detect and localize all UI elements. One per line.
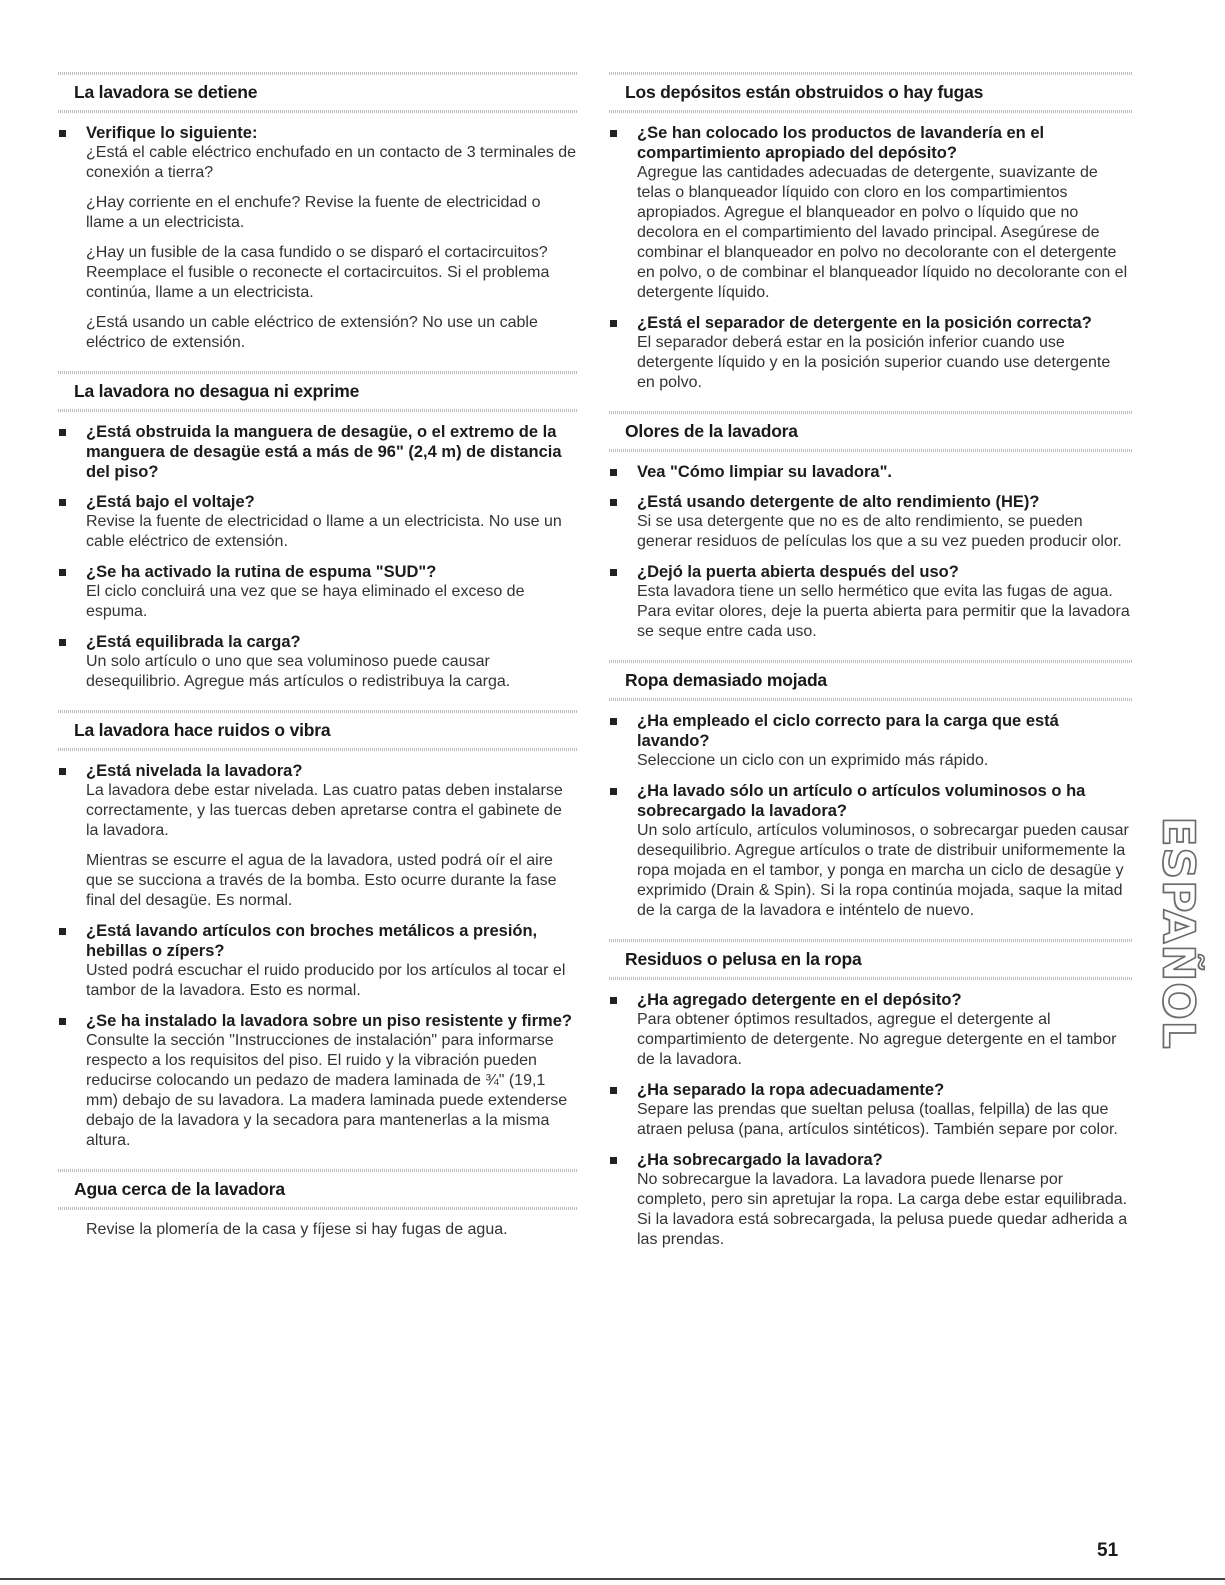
- item-text: Separe las prendas que sueltan pelusa (toallas, felpilla) de las que atraen pelusa (pana, artículos sintéticos). También separe por color.: [637, 1101, 1118, 1138]
- item-question: ¿Está el separador de detergente en la posición correcta?: [637, 314, 1092, 332]
- item-question: ¿Está obstruida la manguera de desagüe, o el extremo de la manguera de desagüe está a más de 96" (2,4 m) de distancia del piso?: [86, 423, 562, 481]
- item-text: Revise la fuente de electricidad o llame a un electricista. No use un cable eléctrico de extensión.: [86, 513, 562, 550]
- language-side-tab: [1150, 808, 1206, 1058]
- item-question: ¿Ha separado la ropa adecuadamente?: [637, 1081, 945, 1099]
- bullet-icon: [59, 499, 66, 506]
- item-text: El ciclo concluirá una vez que se haya eliminado el exceso de espuma.: [86, 583, 525, 620]
- item-question: ¿Se ha activado la rutina de espuma "SUD"?: [86, 563, 437, 581]
- troubleshoot-item: [609, 990, 1132, 1070]
- item-question: ¿Dejó la puerta abierta después del uso?: [637, 563, 959, 581]
- section: [609, 939, 1132, 1250]
- item-text: Consulte la sección "Instrucciones de instalación" para informarse respecto a los requisitos del piso. El ruido y la vibración pueden reducirse colocando un pedazo de madera laminada de ¾" (19,1 mm) debajo de su lavadora. La madera laminada puede extenderse debajo de la lavadora y la secadora para mantenerlas a la misma altura.: [86, 1032, 568, 1149]
- section-title: Los depósitos están obstruidos o hay fugas: [609, 72, 1132, 113]
- section: [58, 1169, 578, 1240]
- troubleshoot-item: [609, 1150, 1132, 1250]
- item-question: ¿Está lavando artículos con broches metálicos a presión, hebillas o zípers?: [86, 922, 538, 960]
- troubleshoot-item: [609, 1080, 1132, 1140]
- bullet-icon: [610, 130, 617, 137]
- troubleshoot-item: [609, 562, 1132, 642]
- section: [58, 710, 578, 1151]
- item-question: Vea "Cómo limpiar su lavadora".: [637, 463, 892, 481]
- bullet-icon: [610, 499, 617, 506]
- item-list: [609, 123, 1132, 393]
- troubleshoot-item: [609, 492, 1132, 552]
- item-question: Verifique lo siguiente:: [86, 124, 258, 142]
- bullet-icon: [59, 130, 66, 137]
- item-question: ¿Se ha instalado la lavadora sobre un piso resistente y firme?: [86, 1012, 572, 1030]
- troubleshoot-item: [58, 492, 578, 552]
- bullet-icon: [610, 469, 617, 476]
- troubleshoot-item: [58, 632, 578, 692]
- section-title: La lavadora no desagua ni exprime: [58, 371, 578, 412]
- troubleshoot-item: [58, 1011, 578, 1151]
- bullet-icon: [59, 429, 66, 436]
- troubleshoot-item: [58, 123, 578, 353]
- troubleshoot-item: [609, 462, 1132, 482]
- section: [58, 72, 578, 353]
- bullet-icon: [610, 320, 617, 327]
- troubleshoot-item: [609, 711, 1132, 771]
- item-text: No sobrecargue la lavadora. La lavadora puede llenarse por completo, pero sin apretujar la ropa. La carga debe estar equilibrada. Si la lavadora está sobrecargada, la pelusa puede quedar adherida a las prendas.: [637, 1171, 1128, 1248]
- troubleshoot-item: [58, 422, 578, 482]
- item-text: ¿Hay corriente en el enchufe? Revise la fuente de electricidad o llame a un electricista.: [86, 194, 541, 231]
- bullet-icon: [610, 788, 617, 795]
- item-text: Esta lavadora tiene un sello hermético que evita las fugas de agua. Para evitar olores, deje la puerta abierta para permitir que la lavadora se seque entre cada uso.: [637, 583, 1130, 640]
- item-text: Seleccione un ciclo con un exprimido más rápido.: [637, 752, 989, 769]
- bullet-icon: [59, 1018, 66, 1025]
- section: [609, 72, 1132, 393]
- item-question: ¿Ha lavado sólo un artículo o artículos voluminosos o ha sobrecargado la lavadora?: [637, 782, 1086, 820]
- item-question: ¿Está usando detergente de alto rendimiento (HE)?: [637, 493, 1040, 511]
- item-question: ¿Ha empleado el ciclo correcto para la carga que está lavando?: [637, 712, 1059, 750]
- right-column: [609, 72, 1132, 1268]
- section: [609, 660, 1132, 921]
- item-text: ¿Hay un fusible de la casa fundido o se disparó el cortacircuitos? Reemplace el fusible o reconecte el cortacircuitos. Si el problema continúa, llame a un electricista.: [86, 244, 550, 301]
- section-title: Ropa demasiado mojada: [609, 660, 1132, 701]
- bullet-icon: [610, 569, 617, 576]
- troubleshoot-item: [58, 921, 578, 1001]
- bullet-icon: [610, 1157, 617, 1164]
- troubleshoot-item: [58, 562, 578, 622]
- left-column: [58, 72, 578, 1258]
- troubleshoot-item: [609, 781, 1132, 921]
- item-list: [58, 761, 578, 1151]
- troubleshoot-item: [58, 761, 578, 911]
- item-list: [609, 711, 1132, 921]
- item-text: El separador deberá estar en la posición inferior cuando use detergente líquido y en la posición superior cuando use detergente en polvo.: [637, 334, 1111, 391]
- bullet-icon: [610, 1087, 617, 1094]
- item-list: [58, 422, 578, 692]
- section: [609, 411, 1132, 642]
- bottom-rule: [0, 1578, 1225, 1580]
- bullet-icon: [610, 718, 617, 725]
- item-question: ¿Ha sobrecargado la lavadora?: [637, 1151, 883, 1169]
- section-title: Residuos o pelusa en la ropa: [609, 939, 1132, 980]
- item-question: ¿Está bajo el voltaje?: [86, 493, 255, 511]
- item-text: Si se usa detergente que no es de alto rendimiento, se pueden generar residuos de películas los que a su vez pueden producir olor.: [637, 513, 1122, 550]
- bullet-icon: [59, 569, 66, 576]
- language-tab-label: ESPAÑOL: [1152, 816, 1204, 1050]
- section-title: Olores de la lavadora: [609, 411, 1132, 452]
- item-text: La lavadora debe estar nivelada. Las cuatro patas deben instalarse correctamente, y las tuercas deben apretarse contra el gabinete de la lavadora.: [86, 782, 563, 839]
- bullet-icon: [59, 639, 66, 646]
- section-text: Revise la plomería de la casa y fíjese si hay fugas de agua.: [86, 1221, 508, 1238]
- item-question: ¿Está equilibrada la carga?: [86, 633, 301, 651]
- troubleshoot-item: [609, 313, 1132, 393]
- item-list: [609, 990, 1132, 1250]
- bullet-icon: [59, 768, 66, 775]
- item-question: ¿Se han colocado los productos de lavandería en el compartimiento apropiado del depósito?: [637, 124, 1045, 162]
- item-text: Un solo artículo o uno que sea voluminoso puede causar desequilibrio. Agregue más artículos o redistribuya la carga.: [86, 653, 511, 690]
- troubleshoot-item: [609, 123, 1132, 303]
- section-title: La lavadora hace ruidos o vibra: [58, 710, 578, 751]
- item-list: [58, 1220, 578, 1240]
- item-list: [609, 462, 1132, 642]
- item-question: ¿Ha agregado detergente en el depósito?: [637, 991, 962, 1009]
- item-text: Agregue las cantidades adecuadas de detergente, suavizante de telas o blanqueador líquido con cloro en los compartimientos apropiados. Agregue el blanqueador en polvo o líquido que no decolora en el compartimiento del lavado principal. Asegúrese de combinar el blanqueador en polvo no decolorante con el detergente en polvo, o de combinar el blanqueador líquido no decolorante con el detergente líquido.: [637, 164, 1128, 301]
- item-text: Un solo artículo, artículos voluminosos, o sobrecargar pueden causar desequilibrio. Agregue artículos o trate de distribuir uniformemente la ropa mojada en el tambor, y ponga en marcha un ciclo de desagüe y exprimido (Drain & Spin). Si la ropa continúa mojada, saque la mitad de la carga de la lavadora e inténtelo de nuevo.: [637, 822, 1129, 919]
- bullet-icon: [59, 928, 66, 935]
- item-question: ¿Está nivelada la lavadora?: [86, 762, 303, 780]
- section-title: Agua cerca de la lavadora: [58, 1169, 578, 1210]
- item-text: Mientras se escurre el agua de la lavadora, usted podrá oír el aire que se succiona a través de la bomba. Esto ocurre durante la fase final del desagüe. Es normal.: [86, 852, 557, 909]
- section-title: La lavadora se detiene: [58, 72, 578, 113]
- item-text: Usted podrá escuchar el ruido producido por los artículos al tocar el tambor de la lavadora. Esto es normal.: [86, 962, 566, 999]
- item-list: [58, 123, 578, 353]
- page-number: 51: [1097, 1540, 1119, 1561]
- item-text: ¿Está usando un cable eléctrico de extensión? No use un cable eléctrico de extensión.: [86, 314, 538, 351]
- item-text: Para obtener óptimos resultados, agregue el detergente al compartimiento de detergente. No agregue detergente en el tambor de la lavadora.: [637, 1011, 1117, 1068]
- item-text: ¿Está el cable eléctrico enchufado en un contacto de 3 terminales de conexión a tierra?: [86, 144, 577, 181]
- bullet-icon: [610, 997, 617, 1004]
- section: [58, 371, 578, 692]
